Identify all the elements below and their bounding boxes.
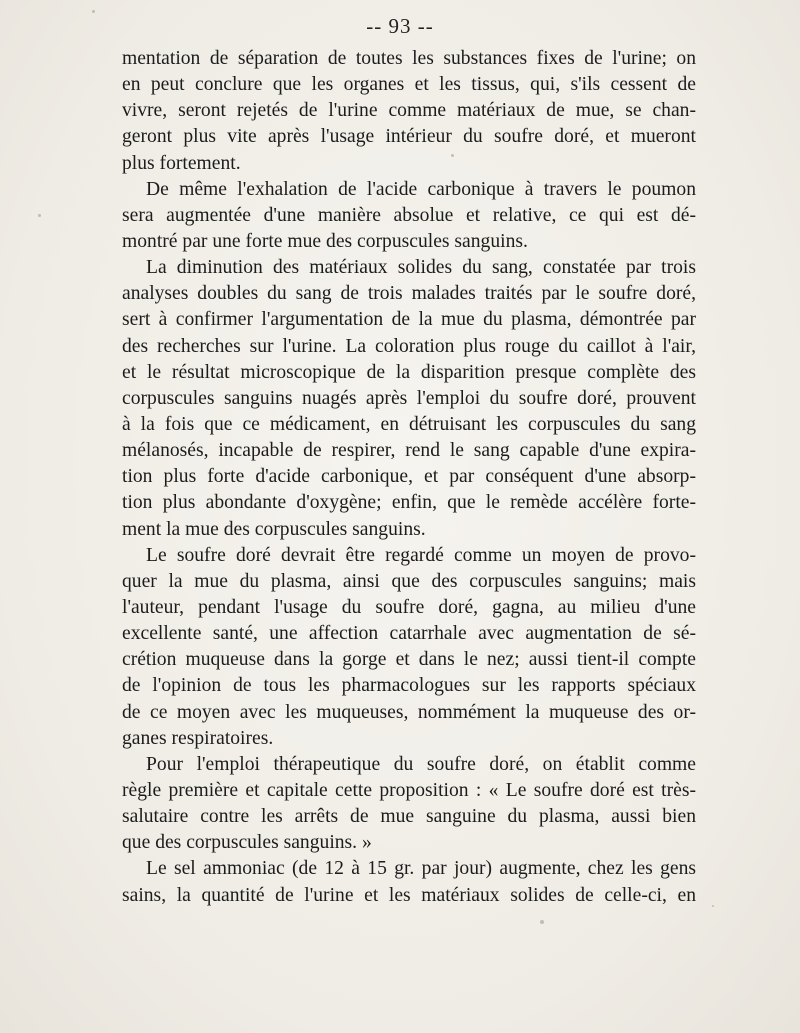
text-line: Le soufre doré devrait être regardé comme un moyen de provo- (146, 544, 696, 566)
text-line: sert à confirmer l'argumentation de la mue du plasma, démontrée par (122, 309, 696, 331)
text-line: des recherches sur l'urine. La coloration plus rouge du caillot à l'air, (122, 335, 696, 357)
text-line: excellente santé, une affection catarrhale avec augmentation de sé- (122, 623, 696, 645)
text-line: l'auteur, pendant l'usage du soufre doré, gagna, au milieu d'une (122, 596, 696, 618)
text-line: mentation de séparation de toutes les substances fixes de l'urine; on (122, 48, 696, 69)
text-line: salutaire contre les arrêts de mue sanguine du plasma, aussi bien (122, 806, 696, 828)
paper-speck (38, 214, 41, 217)
text-line: plus fortement. (122, 152, 241, 174)
paragraph-soufre-dore (122, 543, 696, 752)
text-line: tion plus forte d'acide carbonique, et par conséquent d'une absorp- (122, 466, 696, 488)
paper-speck (451, 154, 454, 157)
text-line: La diminution des matériaux solides du sang, constatée par trois (146, 257, 696, 279)
text-line: sains, la quantité de l'urine et les matériaux solides de celle-ci, en (122, 884, 696, 906)
text-line: que des corpuscules sanguins. » (122, 832, 372, 854)
text-line: De même l'exhalation de l'acide carbonique à travers le poumon (146, 178, 696, 200)
text-line: à la fois que ce médicament, en détruisant les corpuscules du sang (122, 413, 696, 435)
text-line: analyses doubles du sang de trois malades traités par le soufre doré, (122, 283, 696, 305)
paper-speck (540, 920, 544, 924)
text-line: et le résultat microscopique de la disparition presque complète des (122, 361, 696, 383)
text-line: mélanosés, incapable de respirer, rend le sang capable d'une expira- (122, 440, 696, 462)
text-line: sera augmentée d'une manière absolue et relative, ce qui est dé- (122, 204, 696, 226)
text-line: Pour l'emploi thérapeutique du soufre doré, on établit comme (146, 753, 696, 775)
paragraph-diminution (122, 255, 696, 543)
text-body (122, 46, 696, 909)
text-line: tion plus abondante d'oxygène; enfin, que le remède accélère forte- (122, 492, 696, 514)
text-line: Le sel ammoniac (de 12 à 15 gr. par jour) augmente, chez les gens (146, 858, 696, 880)
text-line: règle première et capitale cette proposition : « Le soufre doré est très- (122, 779, 696, 801)
text-line: quer la mue du plasma, ainsi que des corpuscules sanguins; mais (122, 570, 696, 592)
paragraph-exhalation (122, 177, 696, 255)
text-line: de ce moyen avec les muqueuses, nommément la muqueuse des or- (122, 701, 696, 723)
text-line: ganes respiratoires. (122, 727, 274, 749)
paragraph-sel-ammoniac (122, 856, 696, 908)
text-line: corpuscules sanguins nuagés après l'emploi du soufre doré, prouvent (122, 387, 696, 409)
text-line: de l'opinion de tous les pharmacologues sur les rapports spéciaux (122, 675, 696, 697)
paragraph-emploi-therapeutique (122, 752, 696, 857)
text-line: en peut conclure que les organes et les tissus, qui, s'ils cessent de (122, 74, 696, 96)
text-line: montré par une forte mue des corpuscules sanguins. (122, 230, 528, 252)
text-line: crétion muqueuse dans la gorge et dans le nez; aussi tient-il compte (122, 649, 696, 671)
text-line: geront plus vite après l'usage intérieur du soufre doré, et mueront (122, 126, 696, 148)
page-number: -- 93 -- (366, 14, 434, 38)
paper-speck (712, 905, 714, 907)
paper-speck (92, 10, 95, 13)
paragraph-mentation (122, 46, 696, 177)
text-line: ment la mue des corpuscules sanguins. (122, 518, 426, 540)
text-line: vivre, seront rejetés de l'urine comme matériaux de mue, se chan- (122, 100, 696, 122)
